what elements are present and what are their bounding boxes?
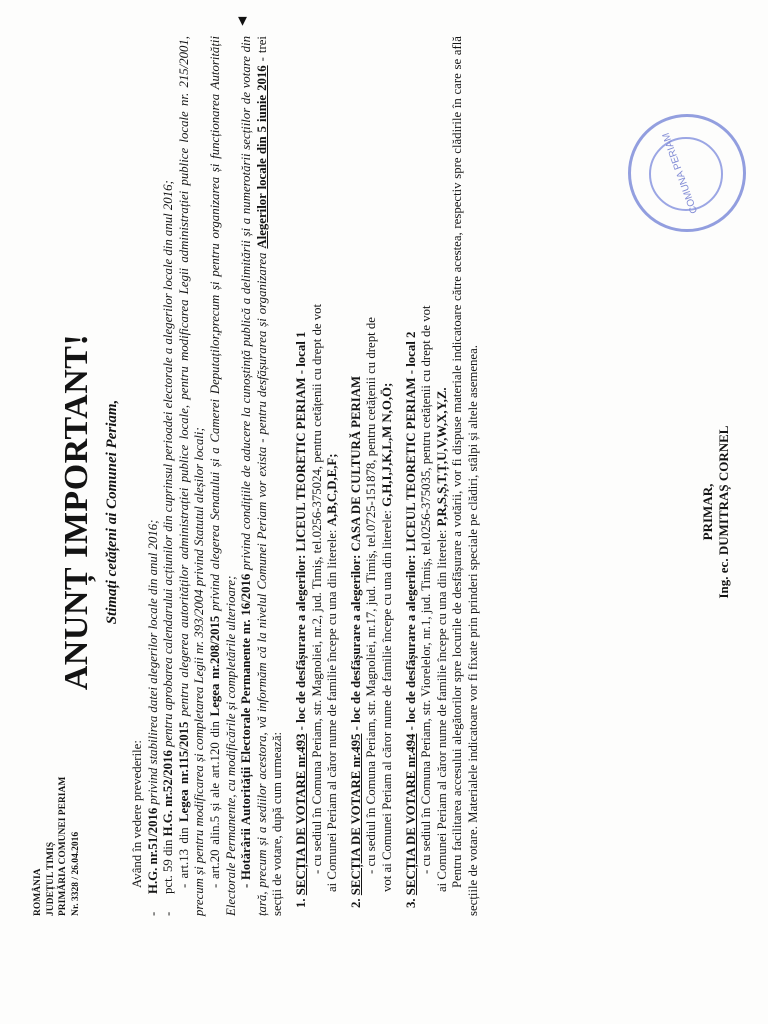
polling-section-2 (349, 36, 396, 916)
provision-1: -H.G. nr.51/2016 privind stabilirea datei alegerilor locale din anul 2016; (145, 519, 160, 916)
intro-line: Având în vedere prevederile: (130, 740, 144, 888)
announcement-title: ANUNȚ IMPORTANT! (58, 333, 95, 691)
section-1-voters-text: ai Comunei Periam al căror nume de familie începe cu una din literele: (325, 526, 340, 892)
provision-2-text: pentru aprobarea calendarului acțiunilor din cuprinsul perioadei electorale a alegerilor locale din anul 2016; (161, 180, 176, 751)
official-stamp (628, 114, 746, 232)
header-country: ROMÂNIA (33, 868, 43, 916)
provision-3-reference: Legea nr.115/2015 (176, 721, 191, 823)
elections-date: Alegerilor locale din 5 iunie 2016 (254, 65, 269, 249)
section-1-label: - loc de desfășurare a alegerilor: (293, 551, 308, 734)
polling-section-1 (294, 36, 341, 916)
section-2-place: CASA DE CULTURĂ PERIAM (348, 375, 363, 552)
provision-1-text: privind stabilirea datei alegerilor locale din anul 2016; (145, 519, 160, 808)
header-county: JUDEȚUL TIMIȘ (45, 841, 56, 916)
section-2-number: 2. (348, 898, 363, 908)
provision-4 (208, 36, 239, 916)
section-1-place: LICEUL TEORETIC PERIAM - local 1 (293, 331, 308, 552)
provision-5-text: privind condițiile de aducere la cunoștință publică a delimitării și a numerotării secțiilor de votare din țară, precum și a sediilor acestora, vă informăm că la nivelul Comunei Periam vor exista - pentru desfășurarea și organizarea (239, 35, 269, 916)
section-3-letters: P,R,S,Ș,T,Ț,U,V,W,X,Y,Z. (434, 387, 449, 527)
provision-5-end: - trei secții de votare, după cum urmează: (254, 36, 285, 916)
section-3-name: SECȚIA DE VOTARE nr.494 (403, 733, 418, 896)
announcement-body (130, 36, 481, 916)
section-3-number: 3. (403, 898, 418, 908)
provision-5-reference: - Hotărârii Autorității Electorale Permanente nr. 16/2016 (239, 573, 254, 888)
provision-5 (239, 36, 286, 916)
signature-name: Ing. ec. DUMITRAȘ CORNEL (716, 425, 731, 599)
section-1-title (294, 36, 310, 916)
provision-2-prefix: pct. 59 din (161, 836, 176, 894)
provision-4-reference: Legea nr.208/2015 (207, 615, 222, 717)
provision-3 (177, 36, 208, 916)
section-2-letters: G,H,I,J,K,L,M N,O,Ö; (379, 382, 394, 507)
provision-3-text: pentru alegerea autorităților administrației publice locale, pentru modificarea Legii administrației publice locale nr. 215/2001, precum și pentru modificarea și completarea Legii nr. 393/2004 privind Statutul aleșilor locali; (176, 36, 207, 916)
provision-2: -pct. 59 din H.G. nr.52/2016 pentru aprobarea calendarului acțiunilor din cuprinsul perioadei electorale a alegerilor locale din anul 2016; (161, 180, 176, 916)
section-2-label: - loc de desfășurare a alegerilor: (348, 551, 363, 734)
section-2-voters (380, 36, 396, 916)
stamp-text: COMUNA PERIAM (660, 131, 701, 215)
section-2-voters-text: vot ai Comunei Periam al căror nume de familie începe cu una din literele: (379, 506, 394, 892)
section-1-number: 1. (293, 898, 308, 908)
scan-mark: ▾ (238, 10, 248, 31)
provision-2-reference: H.G. nr.52/2016 (161, 750, 176, 837)
provision-4-prefix: - art.20 alin.5 și ale art.120 din (207, 716, 222, 888)
section-3-title (404, 36, 420, 916)
header-institution: PRIMĂRIA COMUNEI PERIAM (58, 776, 68, 916)
provision-3-prefix: - art.13 din (176, 822, 191, 888)
section-2-title (349, 36, 365, 916)
provision-1-reference: H.G. nr.51/2016 (145, 807, 160, 894)
signature-role: PRIMAR, (700, 483, 715, 541)
header-registration-number: Nr. 3328 / 26.04.2016 (70, 831, 81, 916)
section-1-voters (325, 36, 341, 916)
section-3-voters-text: ai Comunei Periam al căror nume de familie începe cu una din literele: (434, 526, 449, 892)
section-3-label: - loc de desfășurare a alegerilor: (403, 551, 418, 734)
announcement-salutation: Stimați cetățeni ai Comunei Periam, (104, 399, 120, 625)
provision-4-text: privind alegerea Senatului și a Camerei Deputaților,precum și pentru organizarea și funcționarea Autorității Electorale Permanente, cu modificările și completările ulterioare; (207, 36, 238, 916)
polling-section-3 (404, 36, 451, 916)
section-2-address: - cu sediul în Comuna Periam, str. Magnoliei, nr.17, jud. Timiș, tel.0725-151878, pentru cetățenii cu drept de (364, 317, 379, 874)
section-3-voters (435, 36, 451, 916)
section-3-place: LICEUL TEORETIC PERIAM - local 2 (403, 331, 418, 552)
section-2-name: SECȚIA DE VOTARE nr.495 (348, 733, 363, 896)
signage-paragraph: Pentru facilitarea accesului alegătorilor spre locurile de desfășurare a votării, vor fi dispuse materiale indicatoare către acestea, respectiv spre clădirile în care se află secțiile de votare. Materialele indicatoare vor fi fixate prin prinderi speciale pe clădiri, stâlpi și altele asemenea. (450, 36, 480, 916)
section-1-name: SECȚIA DE VOTARE nr.493 (293, 733, 308, 896)
section-1-address: - cu sediul în Comuna Periam, str. Magnoliei, nr.2, jud. Timiș, tel.0256-375024, pentru cetățenii cu drept de vot (309, 303, 324, 874)
section-1-letters: A,B,C,D,E,F; (325, 453, 340, 527)
section-3-address: - cu sediul în Comuna Periam, str. Viorelelor, nr.1, jud. Timiș, tel.0256-375035, pentru cetățenii cu drept de vot (419, 305, 434, 874)
